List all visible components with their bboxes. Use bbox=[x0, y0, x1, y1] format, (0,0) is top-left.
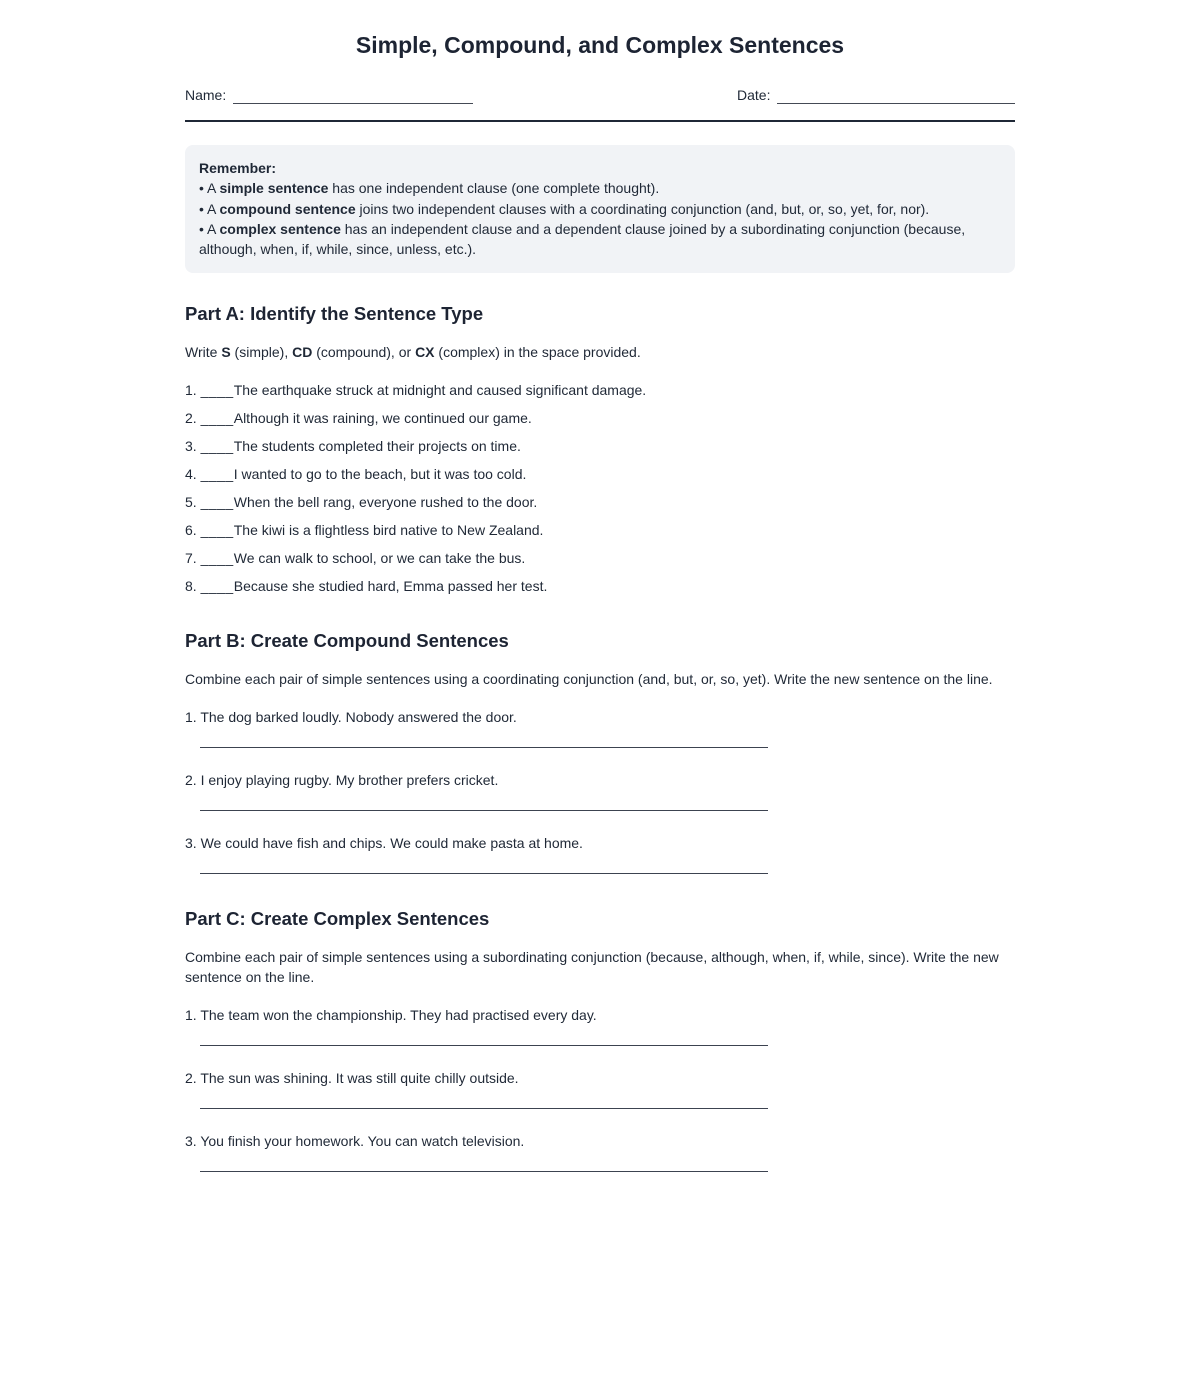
answer-write-line bbox=[200, 810, 768, 811]
list-item bbox=[185, 548, 1015, 568]
bullet-bold-term: compound sentence bbox=[219, 200, 356, 217]
list-item bbox=[185, 770, 1015, 811]
answer-write-line bbox=[200, 747, 768, 748]
part-a-section bbox=[185, 303, 1015, 596]
item-text: We can walk to school, or we can take the bus. bbox=[233, 550, 526, 567]
item-text: The sun was shining. It was still quite chilly outside. bbox=[200, 1070, 519, 1087]
name-field-group bbox=[185, 87, 473, 104]
bullet-text: has an independent clause and a dependent clause joined by a subordinating conjunction (because, although, when, if, while, since, unless, etc.). bbox=[199, 220, 966, 258]
instruction-text: (compound), or bbox=[312, 344, 416, 361]
item-text: You finish your homework. You can watch television. bbox=[200, 1133, 525, 1150]
item-text: I enjoy playing rugby. My brother prefers cricket. bbox=[200, 772, 499, 789]
instruction-bold: CX bbox=[415, 344, 435, 361]
list-item bbox=[185, 1005, 1015, 1046]
answer-write-line bbox=[200, 1045, 768, 1046]
item-text: The kiwi is a flightless bird native to New Zealand. bbox=[233, 522, 544, 539]
item-number: 3. bbox=[185, 835, 201, 852]
item-number: 3. bbox=[185, 438, 201, 455]
remember-bullet-simple bbox=[199, 178, 1001, 198]
list-item bbox=[185, 707, 1015, 748]
answer-blank: ____ bbox=[200, 578, 234, 595]
date-label: Date: bbox=[737, 87, 771, 103]
answer-write-line bbox=[200, 1108, 768, 1109]
list-item bbox=[185, 380, 1015, 400]
item-text: When the bell rang, everyone rushed to the door. bbox=[233, 494, 538, 511]
part-a-instruction bbox=[185, 342, 1015, 362]
answer-blank: ____ bbox=[200, 382, 234, 399]
list-item bbox=[185, 408, 1015, 428]
instruction-bold: S bbox=[221, 344, 231, 361]
list-item bbox=[185, 576, 1015, 596]
bullet-text: • A bbox=[199, 200, 220, 217]
bullet-bold-term: complex sentence bbox=[219, 220, 341, 237]
item-number: 2. bbox=[185, 1070, 201, 1087]
list-item bbox=[185, 1131, 1015, 1172]
part-c-section bbox=[185, 908, 1015, 1172]
part-c-heading: Part C: Create Complex Sentences bbox=[185, 908, 490, 930]
worksheet-page bbox=[185, 0, 1015, 1172]
item-text: We could have fish and chips. We could make pasta at home. bbox=[200, 835, 583, 852]
list-item bbox=[185, 492, 1015, 512]
bullet-text: • A bbox=[199, 180, 220, 197]
answer-write-line bbox=[200, 873, 768, 874]
bullet-text: has one independent clause (one complete thought). bbox=[328, 180, 660, 197]
instruction-text: (simple), bbox=[230, 344, 293, 361]
part-c-instruction: Combine each pair of simple sentences using a subordinating conjunction (because, although, when, if, while, since). Write the new sentence on the line. bbox=[185, 949, 999, 986]
remember-bullet-complex bbox=[199, 219, 1001, 260]
item-text: The team won the championship. They had practised every day. bbox=[200, 1007, 597, 1024]
item-text: The earthquake struck at midnight and caused significant damage. bbox=[233, 382, 647, 399]
part-b-instruction: Combine each pair of simple sentences using a coordinating conjunction (and, but, or, so, yet). Write the new sentence on the line. bbox=[185, 671, 993, 688]
page-title: Simple, Compound, and Complex Sentences bbox=[355, 32, 845, 58]
item-number: 8. bbox=[185, 578, 201, 595]
list-item bbox=[185, 833, 1015, 874]
bullet-text: • A bbox=[199, 220, 220, 237]
answer-blank: ____ bbox=[200, 522, 234, 539]
part-b-heading: Part B: Create Compound Sentences bbox=[185, 630, 509, 652]
name-label: Name: bbox=[185, 87, 227, 103]
remember-box bbox=[185, 145, 1015, 273]
part-a-item-list bbox=[185, 380, 1015, 596]
item-number: 1. bbox=[185, 382, 201, 399]
list-item bbox=[185, 520, 1015, 540]
item-text: The dog barked loudly. Nobody answered the door. bbox=[200, 709, 517, 726]
answer-blank: ____ bbox=[200, 550, 234, 567]
item-number: 1. bbox=[185, 1007, 201, 1024]
item-number: 2. bbox=[185, 410, 201, 427]
header-divider bbox=[185, 120, 1015, 122]
date-field-group bbox=[737, 87, 1015, 104]
part-b-section bbox=[185, 630, 1015, 874]
name-write-line bbox=[233, 89, 473, 104]
item-number: 5. bbox=[185, 494, 201, 511]
date-write-line bbox=[777, 89, 1015, 104]
item-text: Because she studied hard, Emma passed her test. bbox=[233, 578, 548, 595]
item-number: 3. bbox=[185, 1133, 201, 1150]
answer-blank: ____ bbox=[200, 438, 234, 455]
bullet-bold-term: simple sentence bbox=[219, 180, 329, 197]
answer-blank: ____ bbox=[200, 466, 234, 483]
instruction-text: (complex) in the space provided. bbox=[434, 344, 641, 361]
answer-blank: ____ bbox=[200, 410, 234, 427]
instruction-bold: CD bbox=[292, 344, 313, 361]
item-number: 7. bbox=[185, 550, 201, 567]
item-number: 4. bbox=[185, 466, 201, 483]
name-date-row bbox=[185, 87, 1015, 104]
list-item bbox=[185, 436, 1015, 456]
answer-blank: ____ bbox=[200, 494, 234, 511]
item-number: 2. bbox=[185, 772, 201, 789]
item-text: The students completed their projects on time. bbox=[233, 438, 521, 455]
item-number: 1. bbox=[185, 709, 201, 726]
item-text: I wanted to go to the beach, but it was too cold. bbox=[233, 466, 527, 483]
list-item bbox=[185, 464, 1015, 484]
item-number: 6. bbox=[185, 522, 201, 539]
answer-write-line bbox=[200, 1171, 768, 1172]
bullet-text: joins two independent clauses with a coordinating conjunction (and, but, or, so, yet, for, nor). bbox=[355, 200, 930, 217]
list-item bbox=[185, 1068, 1015, 1109]
instruction-text: Write bbox=[185, 344, 222, 361]
remember-bullet-compound bbox=[199, 199, 1001, 219]
part-a-heading: Part A: Identify the Sentence Type bbox=[185, 303, 484, 325]
item-text: Although it was raining, we continued our game. bbox=[233, 410, 532, 427]
remember-heading: Remember: bbox=[199, 160, 277, 176]
